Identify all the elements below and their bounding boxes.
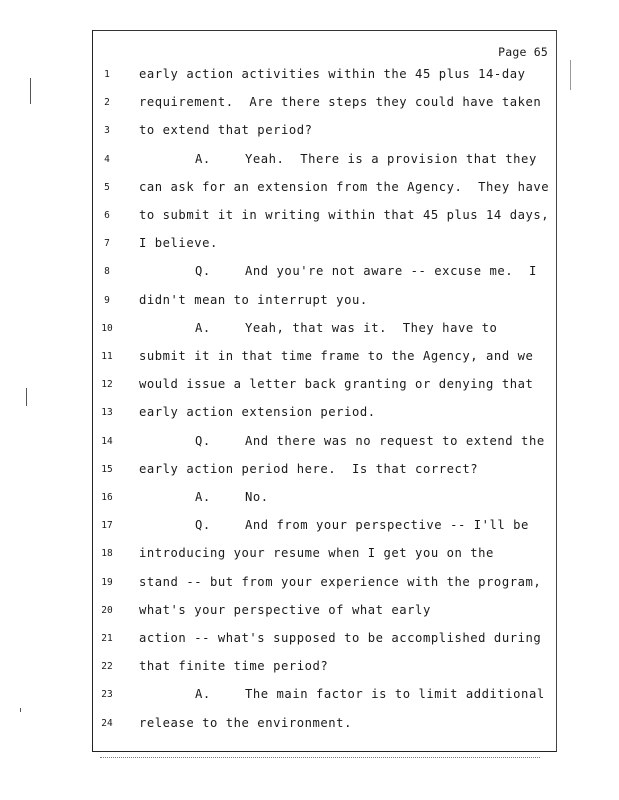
line-number: 5 [104, 181, 110, 193]
line-text [139, 659, 328, 673]
line-number: 3 [104, 125, 110, 137]
transcript-line [93, 716, 558, 734]
transcript-line [93, 462, 558, 480]
line-text [139, 518, 529, 532]
line-text [139, 67, 526, 81]
transcript-line [93, 631, 558, 649]
transcript-line [93, 95, 558, 113]
line-content: Yeah, that was it. They have to [245, 320, 498, 335]
line-content: introducing your resume when I get you on the [139, 546, 494, 561]
speaker-label: Q. [195, 518, 211, 533]
line-number: 10 [101, 322, 113, 334]
line-number: 1 [104, 69, 110, 80]
left-margin-mark [30, 78, 31, 104]
line-text [139, 377, 533, 391]
line-content: And there was no request to extend the [245, 433, 545, 448]
line-content: can ask for an extension from the Agency. They have [139, 179, 550, 194]
transcript-line [93, 264, 558, 282]
line-content: action -- what's supposed to be accomplished during [139, 631, 542, 645]
transcript-line [93, 293, 558, 311]
transcript-line [93, 349, 558, 367]
transcript-line [93, 180, 558, 198]
line-text [139, 631, 541, 645]
line-content: to extend that period? [139, 123, 313, 138]
transcript-line [93, 518, 558, 536]
speaker-label: A. [195, 151, 211, 166]
transcript-line [93, 123, 558, 141]
line-number: 14 [101, 435, 113, 447]
line-number: 15 [101, 463, 113, 475]
line-content: release to the environment. [139, 715, 352, 730]
line-text [139, 716, 352, 730]
speaker-label: A. [195, 320, 211, 335]
line-text [139, 349, 533, 363]
line-content: to submit it in writing within that 45 plus 14 days, [139, 208, 550, 222]
line-content: The main factor is to limit additional [245, 687, 545, 702]
speaker-label: A. [195, 687, 211, 702]
transcript-line [93, 659, 558, 677]
line-content: stand -- but from your experience with the program, [139, 574, 542, 589]
line-text [139, 123, 313, 137]
transcript-line [93, 575, 558, 593]
line-content: early action activities within the 45 plus 14-day [139, 67, 526, 81]
line-text [139, 434, 545, 448]
line-content: that finite time period? [139, 659, 329, 674]
line-number: 23 [101, 689, 113, 701]
line-text [139, 95, 541, 109]
line-text [139, 687, 545, 701]
speaker-label: Q. [195, 433, 211, 448]
transcript-line [93, 687, 558, 705]
line-number: 20 [101, 604, 113, 616]
line-text [139, 405, 376, 419]
line-text [139, 236, 218, 250]
line-content: submit it in that time frame to the Agency, and we [139, 349, 534, 363]
line-text [139, 293, 368, 307]
line-content: And from your perspective -- I'll be [245, 518, 529, 533]
left-margin-mark [20, 708, 21, 712]
line-content: didn't mean to interrupt you. [139, 292, 368, 307]
line-text [139, 490, 269, 504]
transcript-line [93, 321, 558, 339]
line-text [139, 546, 494, 560]
transcript-line [93, 546, 558, 564]
right-margin-mark [570, 60, 571, 90]
left-margin-mark [26, 388, 27, 406]
line-number: 7 [104, 238, 110, 250]
line-number: 12 [101, 379, 113, 391]
line-number: 4 [104, 153, 110, 165]
transcript-page [92, 30, 557, 752]
line-content: what's your perspective of what early [139, 602, 431, 617]
line-content: early action extension period. [139, 405, 376, 420]
line-number: 22 [101, 661, 113, 673]
line-number: 18 [101, 548, 113, 560]
speaker-label: Q. [195, 264, 211, 279]
line-content: And you're not aware -- excuse me. I [245, 264, 537, 279]
line-text [139, 462, 478, 476]
transcript-line [93, 434, 558, 452]
line-text [139, 264, 537, 278]
transcript-line [93, 152, 558, 170]
line-text [139, 208, 549, 222]
page-number: Page 65 [498, 45, 548, 59]
transcript-line [93, 67, 558, 85]
transcript-line [93, 377, 558, 395]
line-number: 16 [101, 492, 113, 503]
line-content: No. [245, 490, 269, 504]
speaker-label: A. [195, 490, 211, 504]
line-number: 8 [104, 266, 110, 278]
line-content: early action period here. Is that correct? [139, 461, 479, 476]
line-text [139, 180, 549, 194]
line-number: 21 [101, 633, 113, 644]
line-text [139, 321, 497, 335]
line-content: requirement. Are there steps they could have taken [139, 95, 542, 110]
line-content: would issue a letter back granting or denying that [139, 377, 534, 392]
line-text [139, 603, 431, 617]
transcript-line [93, 603, 558, 621]
line-number: 11 [101, 351, 113, 362]
transcript-line [93, 490, 558, 508]
line-number: 13 [101, 407, 113, 419]
line-text [139, 575, 541, 589]
line-content: Yeah. There is a provision that they [245, 151, 537, 166]
transcript-line [93, 236, 558, 254]
line-number: 19 [101, 576, 113, 588]
line-number: 9 [104, 294, 110, 306]
line-number: 2 [104, 97, 110, 109]
line-number: 17 [101, 520, 113, 532]
transcript-line [93, 405, 558, 423]
transcript-line [93, 208, 558, 226]
footer-scan-noise [100, 757, 540, 761]
line-number: 24 [101, 717, 113, 729]
line-content: I believe. [139, 236, 218, 251]
line-number: 6 [104, 210, 110, 221]
line-text [139, 152, 537, 166]
